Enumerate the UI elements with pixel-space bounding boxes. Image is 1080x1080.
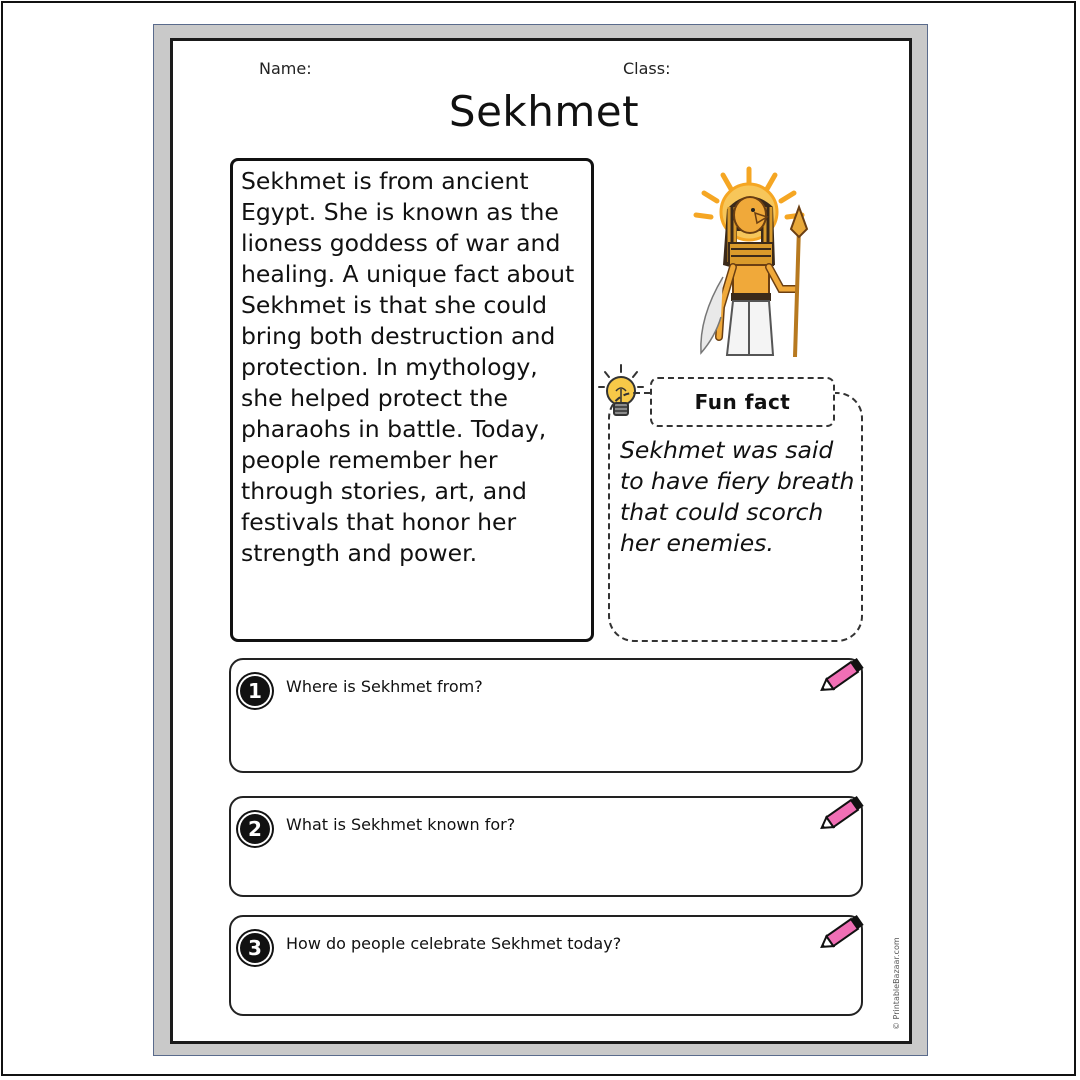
name-label: Name: xyxy=(259,59,312,78)
reading-passage-box xyxy=(230,158,594,642)
question-box-1[interactable] xyxy=(229,658,863,773)
fun-fact-heading: Fun fact xyxy=(650,377,835,427)
question-text-1: Where is Sekhmet from? xyxy=(286,677,483,696)
question-text-2: What is Sekhmet known for? xyxy=(286,815,516,834)
page-title: Sekhmet xyxy=(448,87,640,136)
copyright-credit: © PrintableBazaar.com xyxy=(892,937,901,1030)
sekhmet-illustration xyxy=(649,157,849,357)
fun-fact-text: Sekhmet was said to have fiery breath that could scorch her enemies. xyxy=(620,436,855,557)
question-number-3: 3 xyxy=(240,933,270,963)
question-text-3: How do people celebrate Sekhmet today? xyxy=(286,934,622,953)
pencil-icon xyxy=(817,909,869,955)
question-box-3[interactable] xyxy=(229,915,863,1016)
question-box-2[interactable] xyxy=(229,796,863,897)
reading-passage: Sekhmet is from ancient Egypt. She is known as the lioness goddess of war and healing. A unique fact about Sekhmet is that she could bring both destruction and protection. In mythology, she helped protect the pharaohs in battle. Today, people remember her through stories, art, and festivals that honor her strength and power. xyxy=(241,167,575,567)
pencil-icon xyxy=(817,652,869,698)
worksheet-page xyxy=(170,38,912,1044)
class-label: Class: xyxy=(623,59,671,78)
question-number-1: 1 xyxy=(240,676,270,706)
pencil-icon xyxy=(817,790,869,836)
question-number-2: 2 xyxy=(240,814,270,844)
